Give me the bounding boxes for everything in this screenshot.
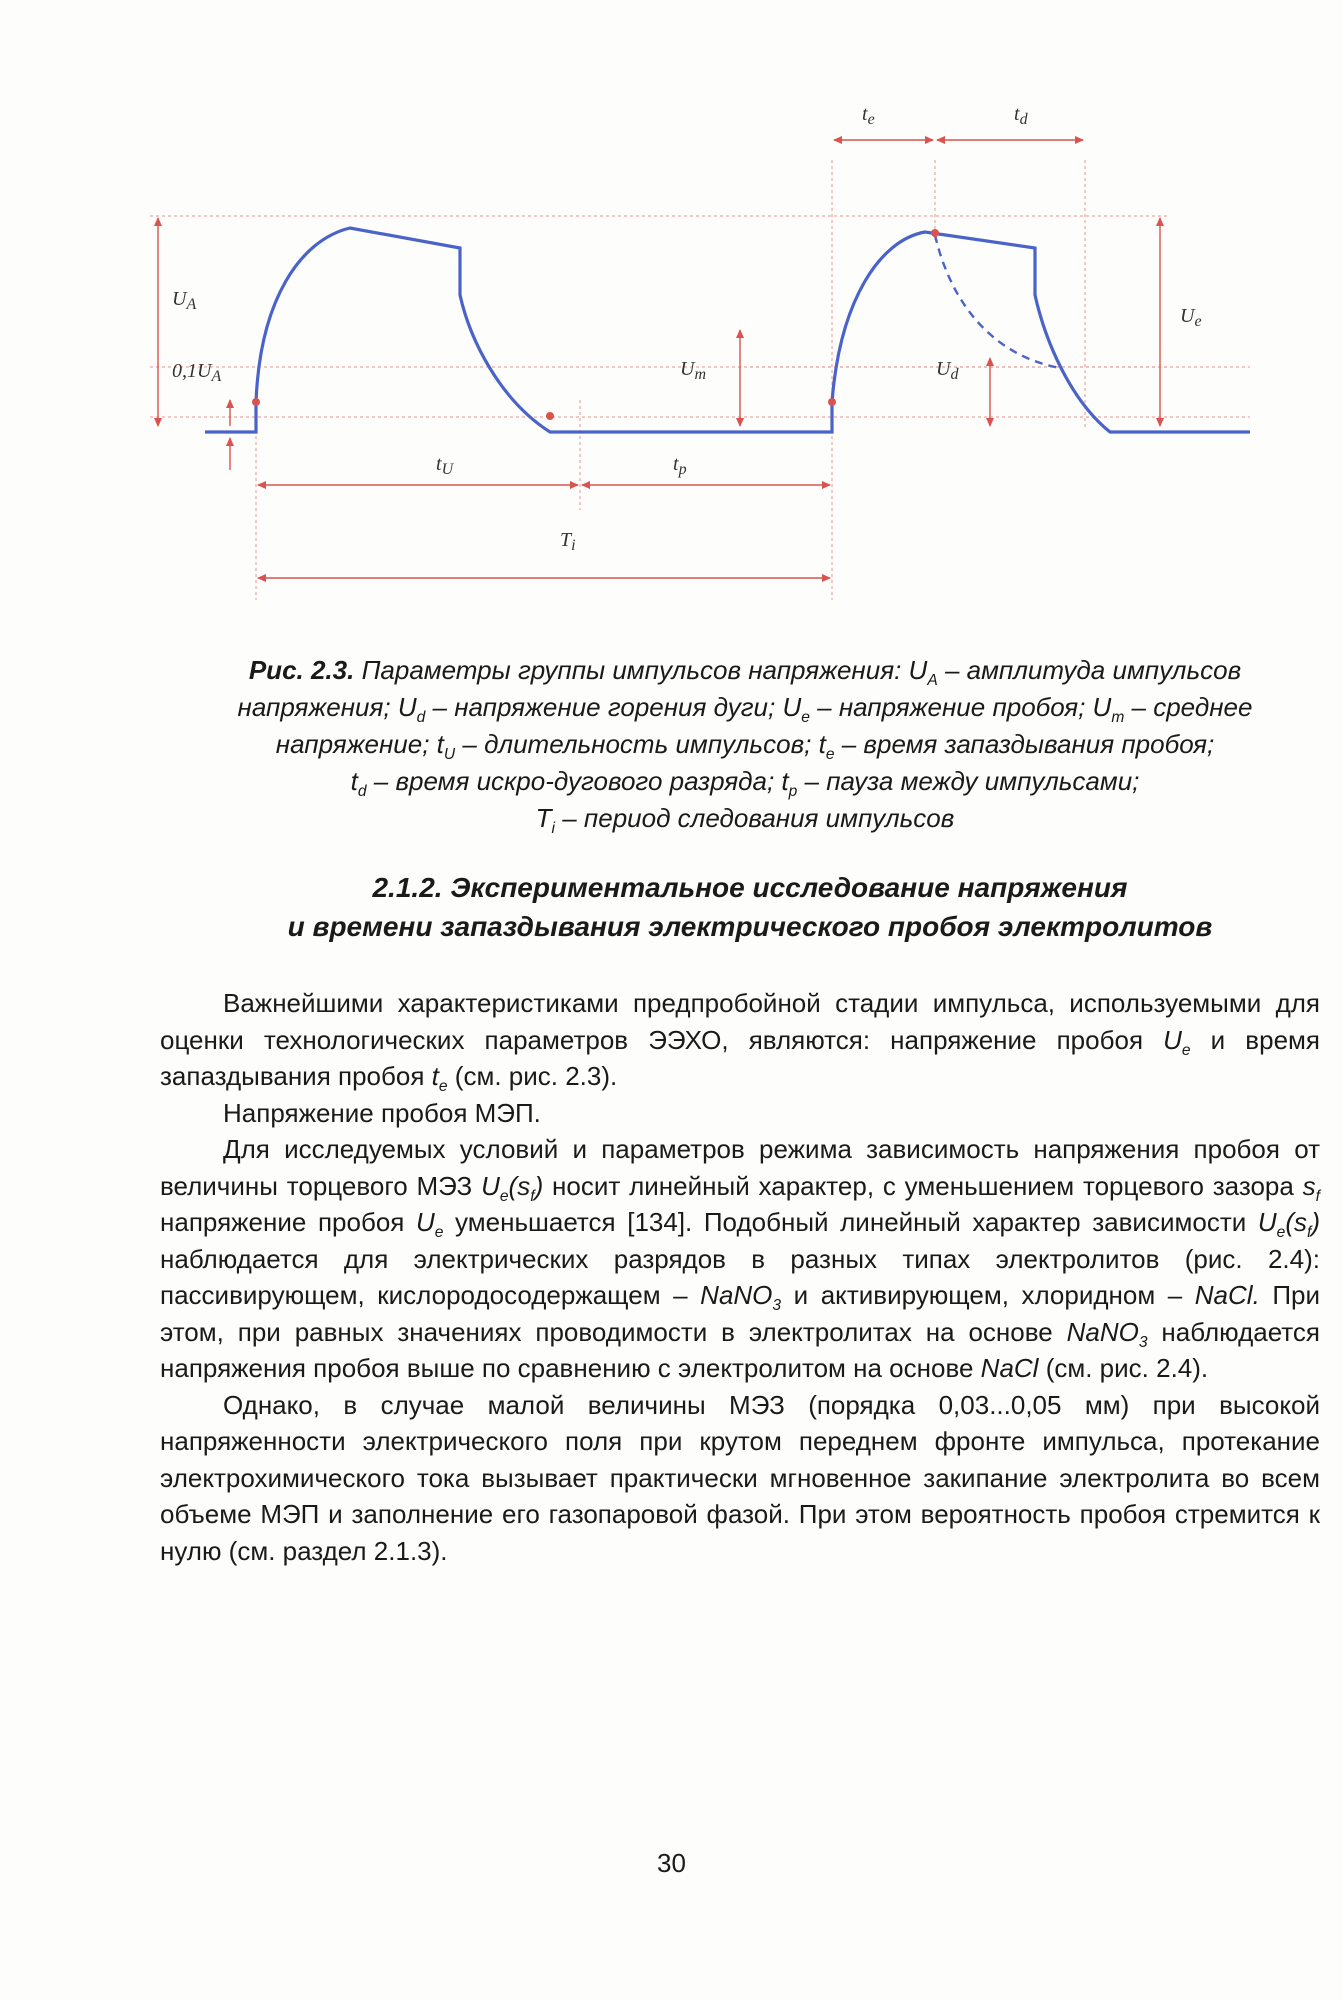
label-ue: $U_e$ (1180, 305, 1202, 330)
label-te: $t_e$ (862, 103, 875, 128)
page-number: 30 (657, 1848, 686, 1878)
voltage-pulse-waveform (205, 228, 1250, 432)
point-pulse2-rise (828, 398, 836, 406)
label-ti: $T_i$ (560, 529, 576, 554)
label-td: $t_d$ (1014, 103, 1028, 128)
caption-line-5: $T_i$ – период следования импульсов (535, 803, 955, 838)
point-breakdown (931, 229, 939, 237)
section-heading (180, 868, 1320, 946)
pulse-diagram (150, 100, 1310, 620)
label-um: $U_m$ (680, 358, 707, 383)
section-heading-line-2: и времени запаздывания электрического пробоя электролитов (287, 911, 1213, 942)
paragraph-1: Важнейшими характеристиками предпробойной стадии импульса, используемыми для оценки технологических параметров ЭЭХО, являются: напряжение пробоя $U_e$ и время запаздывания пробоя $t_e$ (см. рис. 2.3). (160, 988, 1320, 1096)
label-ud: $U_d$ (936, 358, 959, 383)
breakdown-decay-curve (935, 235, 1060, 368)
paragraph-2: Напряжение пробоя МЭП. (223, 1097, 541, 1128)
label-tp: $t_p$ (673, 453, 687, 478)
section-heading-line-1: 2.1.2. Экспериментальное исследование напряжения (372, 872, 1128, 903)
point-pulse1-fall (546, 412, 554, 420)
caption-line-4: $t_d$ – время искро-дугового разряда; $t_p$ – пауза между импульсами; (350, 766, 1140, 801)
pulse-parameters-figure (150, 100, 1310, 620)
caption-line-1: Рис. 2.3. Параметры группы импульсов напряжения: $U_A$ – амплитуда импульсов (248, 655, 1242, 690)
label-01ua: $0,1U_A$ (172, 360, 222, 385)
figure-caption (170, 652, 1320, 837)
key-points (252, 229, 939, 420)
paragraph-3: Для исследуемых условий и параметров режима зависимость напряжения пробоя от величины торцевого МЭЗ $U_e(s_f)$ носит линейный характер, с уменьшением торцевого зазора $s_f$ напряжение пробоя $U_e$ уменьшается [134]. Подобный линейный характер зависимости $U_e(s_f)$ наблюдается для электрических разрядов в разных типах электролитов (рис. 2.4): пассивирующем, кислородосодержащем – NaNO$_3$ и активирующем, хлоридном – NaCl. При этом, при равных значениях проводимости в электролитах на основе NaNO$_3$ наблюдается напряжения пробоя выше по сравнению с электролитом на основе NaCl (см. рис. 2.4). (160, 1134, 1321, 1383)
horizontal-dimensions (258, 140, 1083, 578)
body-text (160, 985, 1320, 1569)
label-ua: $U_A$ (172, 288, 197, 313)
vertical-reference-lines (256, 160, 1085, 600)
caption-figure-number: Рис. 2.3. (248, 655, 355, 685)
paragraph-4: Однако, в случае малой величины МЭЗ (порядка 0,03...0,05 мм) при высокой напряженности электрического поля при крутом переднем фронте импульса, протекание электрохимического тока вызывает практически мгновенное закипание электролита во всем объеме МЭП и заполнение его газопаровой фазой. При этом вероятность пробоя стремится к нулю (см. раздел 2.1.3). (160, 1389, 1320, 1566)
point-pulse1-rise (252, 398, 260, 406)
caption-line-2: напряжения; $U_d$ – напряжение горения дуги; $U_e$ – напряжение пробоя; $U_m$ – среднее (237, 692, 1253, 727)
label-tu: $t_U$ (436, 453, 454, 478)
caption-line-3: напряжение; $t_U$ – длительность импульсов; $t_e$ – время запаздывания пробоя; (275, 729, 1215, 764)
